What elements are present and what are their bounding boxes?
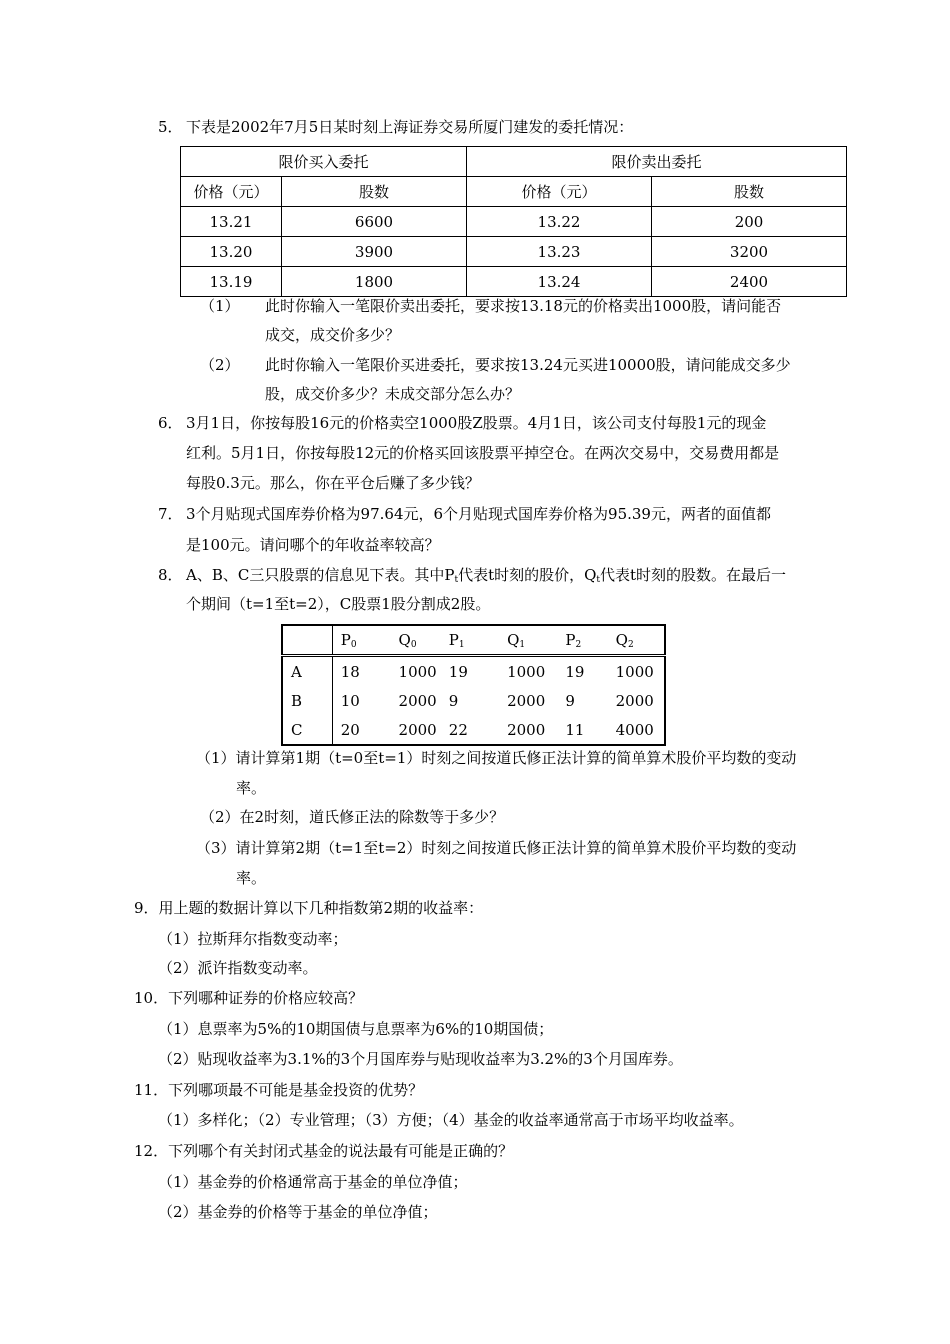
q8-sub3-line1: （3）请计算第2期（t=1至t=2）时刻之间按道氏修正法计算的简单算术股价平均数的变动: [196, 839, 797, 857]
header-cell: $Q_1$: [499, 625, 557, 656]
buy-price: 13.20: [181, 237, 282, 267]
table-row: [181, 267, 847, 297]
sell-price: 13.24: [467, 267, 652, 297]
buy-price: 13.21: [181, 207, 282, 237]
q8-line1-sub-t: t: [596, 575, 601, 585]
q6-line1: 3月1日，你按每股16元的价格卖空1000股Z股票。4月1日，该公司支付每股1元的现金: [186, 414, 767, 432]
q5-intro: 下表是2002年7月5日某时刻上海证券交易所厦门建发的委托情况：: [186, 118, 634, 136]
q5-sub2-line1: 此时你输入一笔限价买进委托，要求按13.24元买进10000股，请问能成交多少: [265, 356, 791, 374]
order-book-title-row: [181, 147, 847, 177]
q6-line2: 红利。5月1日，你按每股12元的价格买回该股票平掉空仓。在两次交易中，交易费用都是: [186, 444, 780, 462]
table-row: [282, 686, 665, 715]
table-row: [181, 207, 847, 237]
buy-price-header: 价格（元）: [181, 177, 282, 207]
buy-shares-header: 股数: [282, 177, 467, 207]
q7-line1: 3个月贴现式国库券价格为97.64元，6个月贴现式国库券价格为95.39元，两者的面值都: [186, 505, 771, 523]
q5-sub1-line2: 成交，成交价多少？: [265, 326, 401, 344]
table-cell: 1000: [507, 662, 546, 681]
table-cell: 2000: [507, 691, 546, 710]
table-cell: 19: [448, 662, 468, 681]
table-cell: 2000: [615, 691, 654, 710]
table-row: [181, 237, 847, 267]
stocks-header-row: [282, 625, 665, 656]
table-cell: 2000: [507, 720, 546, 739]
table-cell: 9: [448, 691, 459, 710]
q8-line1-part-c: 代表t时刻的股数。在最后一: [600, 566, 787, 584]
header-cell: $P_2$: [557, 625, 607, 656]
q8-line1: [186, 565, 786, 590]
q5-sub2-line2: 股，成交价多少？未成交部分怎么办？: [265, 385, 521, 403]
q8-line2: 个期间（t=1至t=2），C股票1股分割成2股。: [186, 595, 491, 613]
table-cell: 2000: [398, 720, 437, 739]
sell-shares: 200: [652, 207, 847, 237]
table-cell: 1000: [615, 662, 654, 681]
q5-sub1-line1: 此时你输入一笔限价卖出委托，要求按13.18元的价格卖出1000股，请问能否: [265, 297, 782, 315]
table-cell: 19: [565, 662, 585, 681]
header-cell: $P_1$: [441, 625, 499, 656]
stocks-table: [281, 624, 666, 746]
sell-shares: 2400: [652, 267, 847, 297]
table-cell: 2000: [398, 691, 437, 710]
buy-shares: 6600: [282, 207, 467, 237]
q7-line2: 是100元。请问哪个的年收益率较高？: [186, 536, 440, 554]
table-row: [282, 715, 665, 745]
stock-label: C: [282, 715, 332, 745]
stock-label-header: [282, 625, 332, 656]
q9-option2: （2）派许指数变动率。: [158, 959, 318, 977]
q8-sub1-line2: 率。: [236, 779, 267, 797]
sell-price: 13.22: [467, 207, 652, 237]
q5-sub2-label: （2）: [200, 356, 240, 374]
q8-line1-sub-t: t: [454, 575, 459, 585]
order-book-header-row: [181, 177, 847, 207]
buy-shares: 3900: [282, 237, 467, 267]
header-cell: $Q_0$: [391, 625, 441, 656]
table-row: [282, 656, 665, 687]
buy-price: 13.19: [181, 267, 282, 297]
q10-title: 10．下列哪种证券的价格应较高？: [134, 989, 364, 1007]
sell-orders-title: 限价卖出委托: [467, 147, 847, 177]
table-cell: 9: [565, 691, 575, 710]
order-book-table: [180, 146, 847, 297]
buy-shares: 1800: [282, 267, 467, 297]
sell-price-header: 价格（元）: [467, 177, 652, 207]
q8-sub2: （2）在2时刻，道氏修正法的除数等于多少？: [200, 808, 505, 826]
stock-label: A: [282, 656, 332, 687]
q8-sub3-line2: 率。: [236, 869, 267, 887]
q6-number: 6．: [158, 414, 183, 432]
table-cell: 18: [340, 662, 360, 681]
q10-option1: （1）息票率为5%的10期国债与息票率为6%的10期国债；: [158, 1020, 554, 1038]
q12-option2: （2）基金券的价格等于基金的单位净值；: [158, 1203, 438, 1221]
q12-title: 12．下列哪个有关封闭式基金的说法最有可能是正确的？: [134, 1142, 514, 1160]
buy-orders-title: 限价买入委托: [181, 147, 467, 177]
table-cell: 11: [565, 720, 585, 739]
table-cell: 22: [448, 720, 468, 739]
table-cell: 1000: [398, 662, 437, 681]
q9-option1: （1）拉斯拜尔指数变动率；: [158, 930, 348, 948]
table-cell: 4000: [615, 720, 654, 739]
q8-sub1-line1: （1）请计算第1期（t=0至t=1）时刻之间按道氏修正法计算的简单算术股价平均数的变动: [196, 749, 797, 767]
header-cell: $Q_2$: [608, 625, 665, 656]
sell-shares-header: 股数: [652, 177, 847, 207]
table-cell: 20: [340, 720, 360, 739]
q7-number: 7．: [158, 505, 183, 523]
q8-line1-part-a: A、B、C三只股票的信息见下表。其中P: [186, 566, 455, 584]
q5-sub1-label: （1）: [200, 297, 240, 315]
table-cell: 10: [340, 691, 360, 710]
q9-title: 9．用上题的数据计算以下几种指数第2期的收益率：: [134, 899, 484, 917]
q6-line3: 每股0.3元。那么，你在平仓后赚了多少钱？: [186, 474, 480, 492]
q10-option2: （2）贴现收益率为3.1%的3个月国库券与贴现收益率为3.2%的3个月国库券。: [158, 1050, 683, 1068]
q8-line1-part-b: 代表t时刻的股价，Q: [458, 566, 597, 584]
sell-price: 13.23: [467, 237, 652, 267]
q8-number: 8．: [158, 566, 183, 584]
sell-shares: 3200: [652, 237, 847, 267]
q11-options: （1）多样化；（2）专业管理；（3）方便；（4）基金的收益率通常高于市场平均收益率。: [158, 1111, 744, 1129]
q11-title: 11．下列哪项最不可能是基金投资的优势？: [134, 1081, 424, 1099]
q12-option1: （1）基金券的价格通常高于基金的单位净值；: [158, 1173, 468, 1191]
q5-number: 5．: [158, 118, 183, 136]
stock-label: B: [282, 686, 332, 715]
header-cell: $P_0$: [332, 625, 390, 656]
